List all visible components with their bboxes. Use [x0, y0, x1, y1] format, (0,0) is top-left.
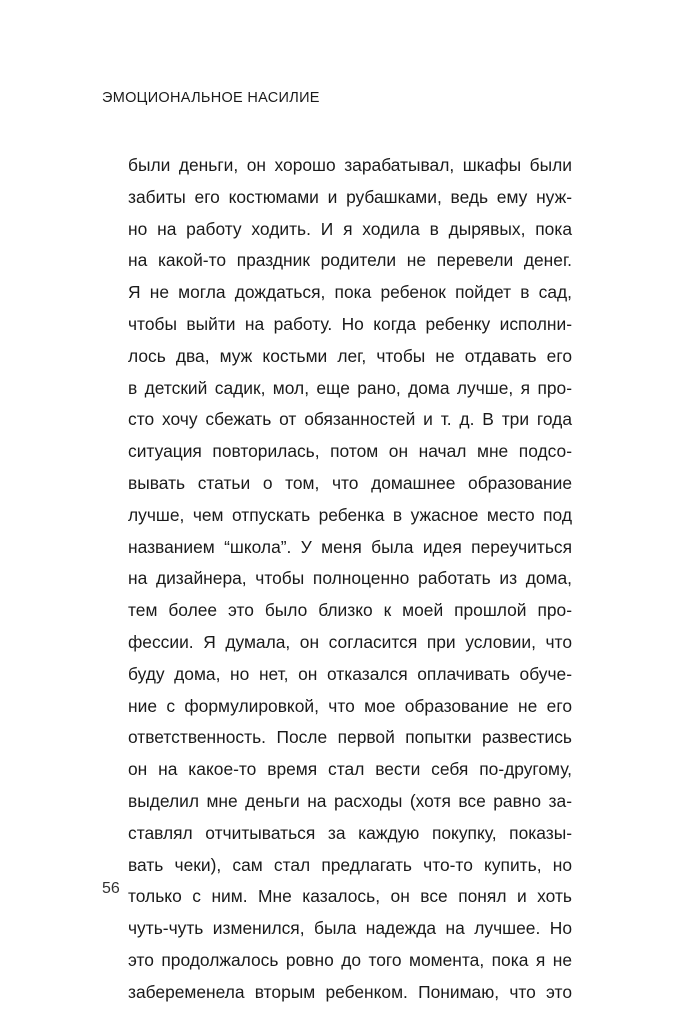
text-line: он на какое-то время стал вести себя по-другому, — [128, 759, 572, 780]
text-line: забиты его костюмами и рубашками, ведь ему нуж- — [128, 186, 572, 207]
text-line: на дизайнера, чтобы полноценно работать из дома, — [128, 568, 572, 589]
text-line: буду дома, но нет, он отказался оплачивать обуче- — [128, 663, 572, 684]
text-line: лось два, муж костьми лег, чтобы не отдавать его — [128, 345, 572, 366]
text-line: чуть-чуть изменился, была надежда на лучшее. Но — [128, 918, 572, 939]
text-line: на какой-то праздник родители не перевели денег. — [128, 250, 572, 271]
text-line: были деньги, он хорошо зарабатывал, шкафы были — [128, 155, 572, 175]
text-line: сто хочу сбежать от обязанностей и т. д. В три года — [128, 409, 572, 430]
text-line: тем более это было близко к моей прошлой про- — [128, 600, 572, 621]
text-line: ставлял отчитываться за каждую покупку, показы- — [128, 822, 572, 843]
body-text — [128, 150, 572, 1009]
text-line: это продолжалось ровно до того момента, пока я не — [128, 949, 572, 970]
text-line: вать чеки), сам стал предлагать что-то купить, но — [128, 854, 572, 875]
running-head: ЭМОЦИОНАЛЬНОЕ НАСИЛИЕ — [102, 90, 320, 106]
page-number: 56 — [102, 880, 120, 897]
text-line: Я не могла дождаться, пока ребенок пойдет в сад, — [128, 282, 572, 303]
text-line: ответственность. После первой попытки развестись — [128, 727, 572, 748]
text-line: выделил мне деньги на расходы (хотя все равно за- — [128, 790, 572, 811]
text-line: только с ним. Мне казалось, он все понял и хоть — [128, 886, 572, 907]
text-line: забеременела вторым ребенком. Понимаю, что это — [128, 981, 572, 1002]
text-line: вывать статьи о том, что домашнее образование — [128, 472, 572, 493]
text-line: ние с формулировкой, что мое образование не его — [128, 695, 572, 716]
text-line: названием “школа”. У меня была идея переучиться — [128, 536, 572, 557]
text-line: чтобы выйти на работу. Но когда ребенку исполни- — [128, 313, 572, 334]
text-line: ситуация повторилась, потом он начал мне подсо- — [128, 441, 572, 462]
text-line: но на работу ходить. И я ходила в дырявых, пока — [128, 218, 572, 239]
text-line: лучше, чем отпускать ребенка в ужасное место под — [128, 504, 572, 525]
text-line: фессии. Я думала, он согласится при условии, что — [128, 631, 572, 652]
text-line: в детский садик, мол, еще рано, дома лучше, я про- — [128, 377, 572, 398]
